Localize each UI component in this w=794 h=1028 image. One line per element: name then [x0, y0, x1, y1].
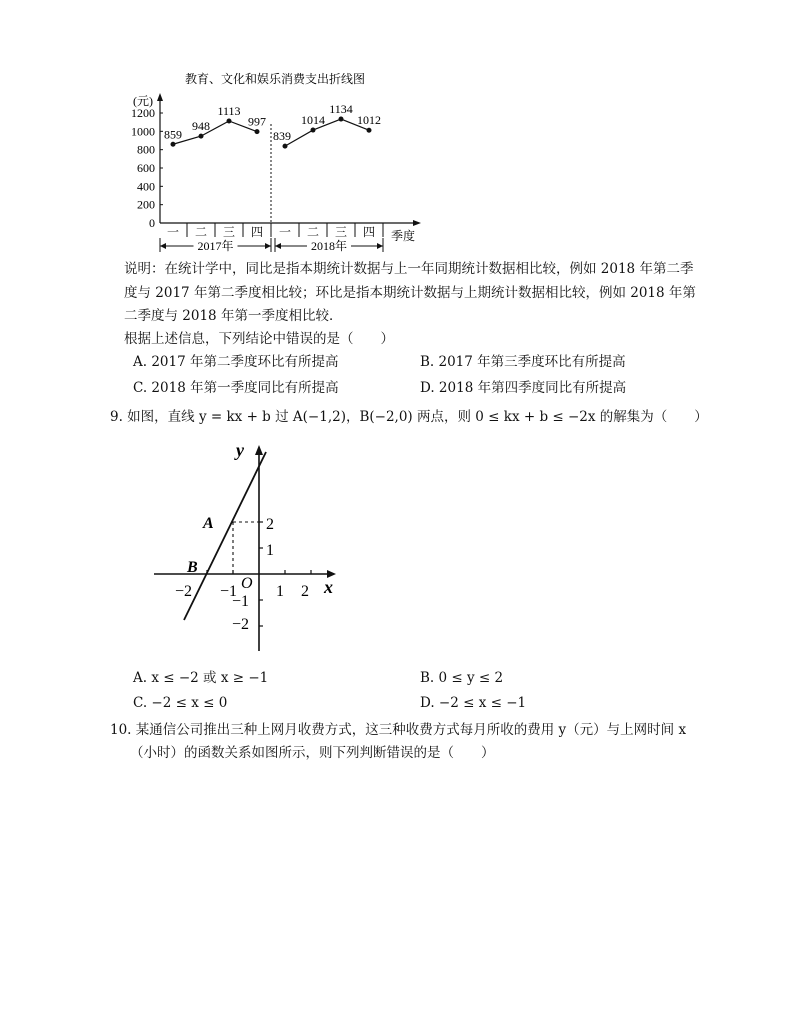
data-label: 839 [273, 129, 291, 144]
y-axis-unit: (元) [133, 94, 153, 108]
y-axis-arrow [255, 445, 263, 455]
note-line-3: 二季度与 2018 年第一季度相比较． [124, 308, 343, 324]
y-axis-label: y [236, 440, 244, 460]
q8-option-d: D. 2018 年第四季度同比有所提高 [420, 380, 627, 396]
x-tick-label: 三 [334, 225, 348, 239]
data-point [227, 118, 232, 123]
y-tick-label: 1000 [131, 124, 155, 139]
q10-line-1: 10. 某通信公司推出三种上网月收费方式，这三种收费方式每月所收的费用 y（元）与上网时间 x [110, 722, 687, 738]
point-b-label: B [187, 559, 198, 576]
q8-option-c: C. 2018 年第一季度同比有所提高 [133, 380, 339, 396]
q9-option-a: A. x ≤ −2 或 x ≥ −1 [133, 670, 269, 686]
data-point [367, 128, 372, 133]
line-chart [115, 68, 435, 258]
data-label: 948 [192, 119, 210, 134]
x-tick-neg1: −1 [220, 583, 238, 600]
note-line-1: 说明：在统计学中，同比是指本期统计数据与上一年同期统计数据相比较，例如 2018 年第二季 [124, 261, 694, 277]
group-2018-arrow-right [377, 243, 383, 249]
data-point [255, 129, 260, 134]
x-tick-label: 三 [222, 225, 236, 239]
q8-option-a: A. 2017 年第二季度环比有所提高 [133, 354, 339, 370]
x-axis-title: 季度 [391, 229, 416, 243]
y-tick-2: 2 [266, 516, 274, 533]
x-tick-neg2: −2 [175, 583, 193, 600]
series-line-2017 [173, 121, 257, 144]
note-line-2: 度与 2017 年第二季度相比较；环比是指本期统计数据与上期统计数据相比较，例如 2018 年第 [124, 285, 696, 301]
q9-option-c: C. −2 ≤ x ≤ 0 [133, 695, 228, 711]
x-tick-label: 四 [250, 225, 264, 239]
x-tick-label: 二 [306, 225, 320, 239]
y-tick-1: 1 [266, 542, 274, 559]
data-point [311, 128, 316, 133]
x-axis-arrow [413, 220, 421, 226]
q9-graph [150, 435, 350, 660]
data-label: 1134 [329, 102, 353, 117]
chart-title: 教育、文化和娱乐消费支出折线图 [185, 72, 366, 86]
data-label: 1012 [357, 113, 381, 128]
q9-option-d: D. −2 ≤ x ≤ −1 [420, 695, 527, 711]
data-point [283, 144, 288, 149]
y-axis-arrow [157, 93, 163, 101]
q8-option-b: B. 2017 年第三季度环比有所提高 [420, 354, 626, 370]
data-label: 997 [248, 114, 266, 129]
q10-line-2: （小时）的函数关系如图所示，则下列判断错误的是（ ） [130, 745, 495, 761]
y-tick-label: 1200 [131, 106, 155, 120]
point-a-label: A [203, 515, 214, 532]
q9-option-b: B. 0 ≤ y ≤ 2 [420, 670, 504, 686]
y-tick-label: 800 [137, 142, 155, 157]
group-2017-label: 2017年 [197, 239, 234, 253]
x-axis-label: x [324, 577, 333, 597]
q8-stem: 根据上述信息，下列结论中错误的是（ ） [124, 331, 394, 347]
group-2017-arrow-left [160, 243, 166, 249]
origin-label: O [241, 575, 253, 592]
data-point [199, 134, 204, 139]
y-tick-label: 400 [137, 179, 155, 194]
x-tick-1: 1 [276, 583, 284, 600]
y-tick-label: 0 [149, 216, 155, 230]
group-2018-label: 2018年 [310, 239, 348, 253]
y-tick-label: 200 [137, 197, 155, 212]
data-label: 859 [164, 127, 182, 142]
group-2017-arrow-right [265, 243, 271, 249]
x-tick-label: 二 [194, 225, 208, 239]
data-label: 1113 [217, 103, 241, 118]
y-tick-neg1: −1 [232, 593, 250, 610]
x-tick-label: 一 [166, 225, 180, 239]
data-point [171, 142, 176, 147]
y-tick-label: 600 [137, 161, 155, 175]
data-label: 1014 [301, 113, 325, 128]
x-tick-label: 一 [278, 225, 292, 239]
q9-stem: 9. 如图，直线 y = kx + b 过 A(−1,2)，B(−2,0) 两点，则 0 ≤ kx + b ≤ −2x 的解集为（ ） [110, 409, 708, 425]
y-tick-neg2: −2 [232, 616, 250, 633]
x-tick-label: 四 [362, 225, 376, 239]
group-2018-arrow-left [275, 243, 281, 249]
data-point [339, 117, 344, 122]
x-tick-2: 2 [301, 583, 309, 600]
